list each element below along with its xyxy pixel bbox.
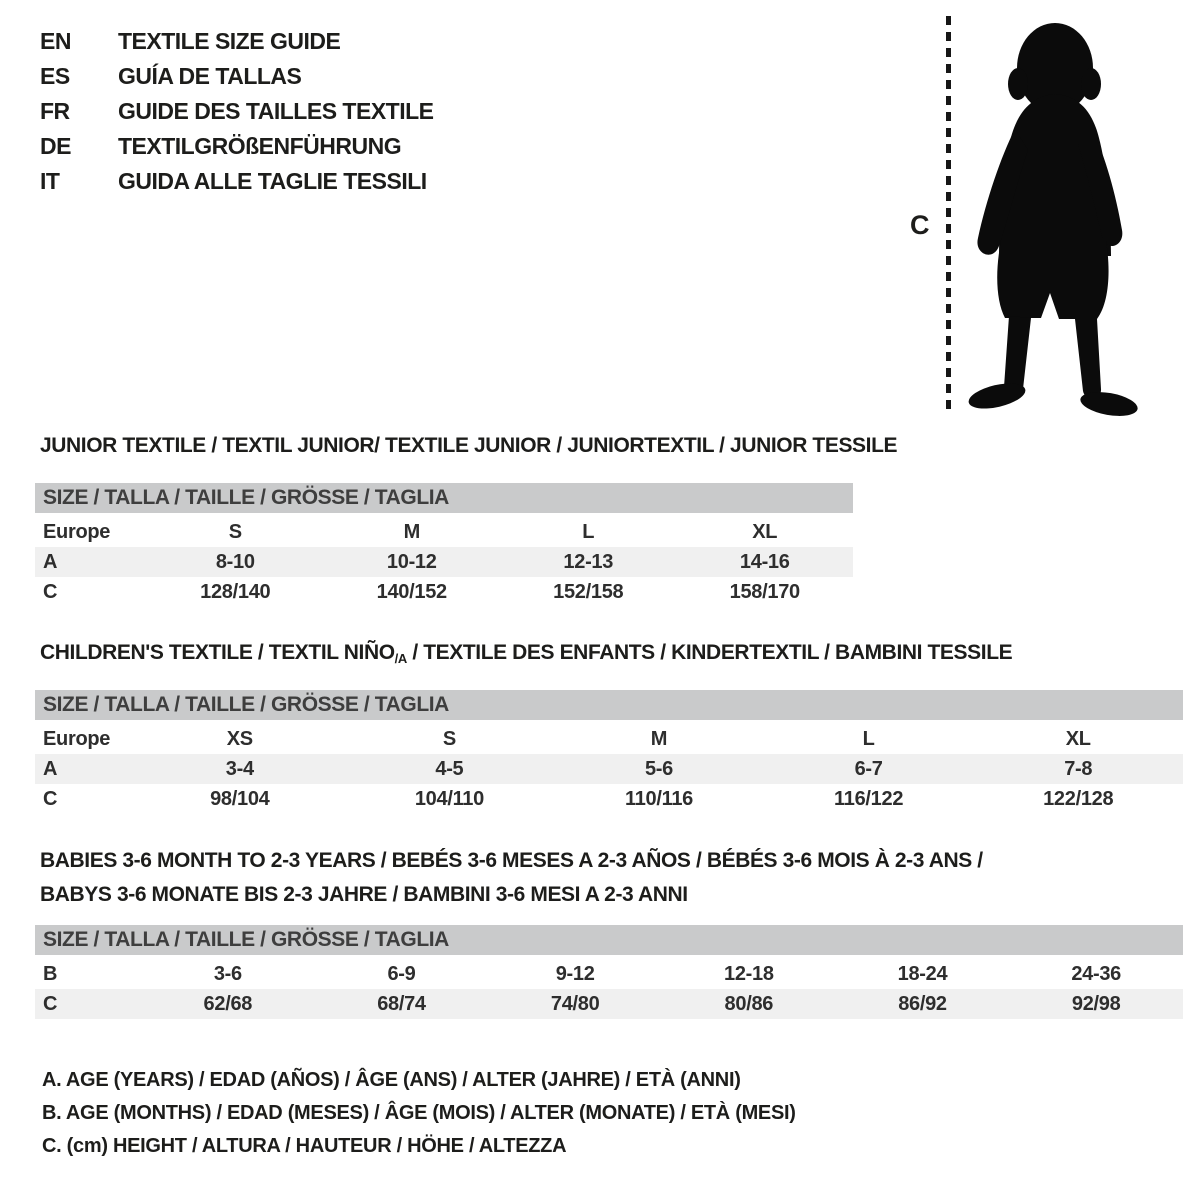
footnotes	[42, 1064, 796, 1163]
size-cell: 152/158	[553, 581, 624, 603]
toddler-silhouette-icon	[953, 14, 1148, 419]
size-cell: 3-4	[225, 758, 254, 780]
footnote-a: A. AGE (YEARS) / EDAD (AÑOS) / ÂGE (ANS) / ALTER (JAHRE) / ETÀ (ANNI)	[42, 1069, 741, 1091]
size-cell: 3-6	[213, 963, 242, 985]
size-cell: XS	[226, 728, 253, 750]
size-cell: 24-36	[1071, 963, 1121, 985]
size-header-bar: SIZE / TALLA / TAILLE / GRÖSSE / TAGLIA	[35, 925, 1183, 955]
language-row	[40, 24, 434, 59]
size-cell: 80/86	[724, 993, 774, 1015]
table-row	[35, 959, 1183, 989]
size-cell: S	[228, 521, 242, 543]
footnote-c: C. (cm) HEIGHT / ALTURA / HAUTEUR / HÖHE / ALTEZZA	[42, 1135, 567, 1157]
size-cell: 5-6	[644, 758, 673, 780]
babies-title-line1: BABIES 3-6 MONTH TO 2-3 YEARS / BEBÉS 3-6 MESES A 2-3 AÑOS / BÉBÉS 3-6 MOIS À 2-3 ANS /	[40, 849, 983, 872]
size-cell: 98/104	[210, 788, 270, 810]
language-label: TEXTILE SIZE GUIDE	[118, 28, 341, 54]
table-row	[35, 577, 853, 607]
size-cell: 18-24	[897, 963, 948, 985]
size-cell: 7-8	[1064, 758, 1093, 780]
size-cell: 12-13	[563, 551, 614, 573]
size-cell: XL	[752, 521, 778, 543]
language-label: TEXTILGRÖßENFÜHRUNG	[118, 133, 402, 159]
size-cell: XL	[1065, 728, 1091, 750]
row-label: B	[43, 963, 58, 985]
language-row	[40, 59, 434, 94]
children-section-title	[40, 641, 1012, 665]
size-cell: 140/152	[376, 581, 447, 603]
size-cell: 92/98	[1071, 993, 1121, 1015]
size-header-bar: SIZE / TALLA / TAILLE / GRÖSSE / TAGLIA	[35, 483, 853, 513]
size-cell: 6-7	[854, 758, 883, 780]
babies-section-title	[40, 844, 983, 912]
language-row	[40, 164, 434, 199]
size-cell: L	[862, 728, 875, 750]
language-label: GUIDA ALLE TAGLIE TESSILI	[118, 168, 427, 194]
table-row	[35, 517, 853, 547]
row-label: A	[43, 551, 58, 573]
language-row	[40, 129, 434, 164]
size-cell: 10-12	[386, 551, 437, 573]
size-cell: 9-12	[555, 963, 595, 985]
size-cell: 14-16	[739, 551, 790, 573]
language-header	[40, 24, 434, 199]
size-cell: 86/92	[898, 993, 947, 1015]
table-row	[35, 547, 853, 577]
size-cell: 6-9	[387, 963, 416, 985]
row-label: C	[43, 993, 58, 1015]
language-code: DE	[40, 133, 71, 159]
junior-section-title: JUNIOR TEXTILE / TEXTIL JUNIOR/ TEXTILE JUNIOR / JUNIORTEXTIL / JUNIOR TESSILE	[40, 434, 898, 457]
size-cell: 128/140	[200, 581, 271, 603]
children-title-post: / TEXTILE DES ENFANTS / KINDERTEXTIL / BAMBINI TESSILE	[406, 641, 1013, 664]
language-code: EN	[40, 28, 71, 54]
size-cell: 62/68	[203, 993, 253, 1015]
size-cell: 74/80	[550, 993, 600, 1015]
language-code: ES	[40, 63, 70, 89]
babies-title-line2: BABYS 3-6 MONATE BIS 2-3 JAHRE / BAMBINI 3-6 MESI A 2-3 ANNI	[40, 883, 688, 906]
children-title-pre: CHILDREN'S TEXTILE / TEXTIL NIÑO	[40, 641, 395, 664]
size-cell: 8-10	[215, 551, 255, 573]
size-cell: 12-18	[724, 963, 774, 985]
footnote-b: B. AGE (MONTHS) / EDAD (MESES) / ÂGE (MOIS) / ALTER (MONATE) / ETÀ (MESI)	[42, 1102, 796, 1124]
table-row	[35, 784, 1183, 814]
children-size-table	[35, 690, 1183, 814]
size-cell: M	[403, 521, 420, 543]
size-cell: 122/128	[1043, 788, 1114, 810]
language-code: FR	[40, 98, 70, 124]
language-code: IT	[40, 168, 60, 194]
size-cell: L	[582, 521, 595, 543]
size-cell: 68/74	[377, 993, 426, 1015]
row-label: C	[43, 581, 58, 603]
children-title-sub: /A	[394, 650, 407, 666]
size-cell: 4-5	[435, 758, 464, 780]
table-row	[35, 754, 1183, 784]
size-cell: 116/122	[834, 788, 904, 810]
size-cell: S	[442, 728, 456, 750]
height-measure-label: C	[910, 210, 930, 240]
size-cell: M	[650, 728, 668, 750]
language-label: GUÍA DE TALLAS	[118, 63, 302, 89]
language-label: GUIDE DES TAILLES TEXTILE	[118, 98, 434, 124]
table-row	[35, 724, 1183, 754]
row-label: Europe	[43, 728, 111, 750]
row-label: Europe	[43, 521, 111, 543]
junior-size-table	[35, 483, 853, 607]
size-cell: 110/116	[624, 788, 693, 810]
language-row	[40, 94, 434, 129]
size-cell: 158/170	[729, 581, 800, 603]
row-label: C	[43, 788, 58, 810]
row-label: A	[43, 758, 58, 780]
size-header-bar: SIZE / TALLA / TAILLE / GRÖSSE / TAGLIA	[35, 690, 1183, 720]
height-dashed-line	[946, 16, 951, 416]
table-row	[35, 989, 1183, 1019]
babies-size-table	[35, 925, 1183, 1019]
size-cell: 104/110	[414, 788, 484, 810]
